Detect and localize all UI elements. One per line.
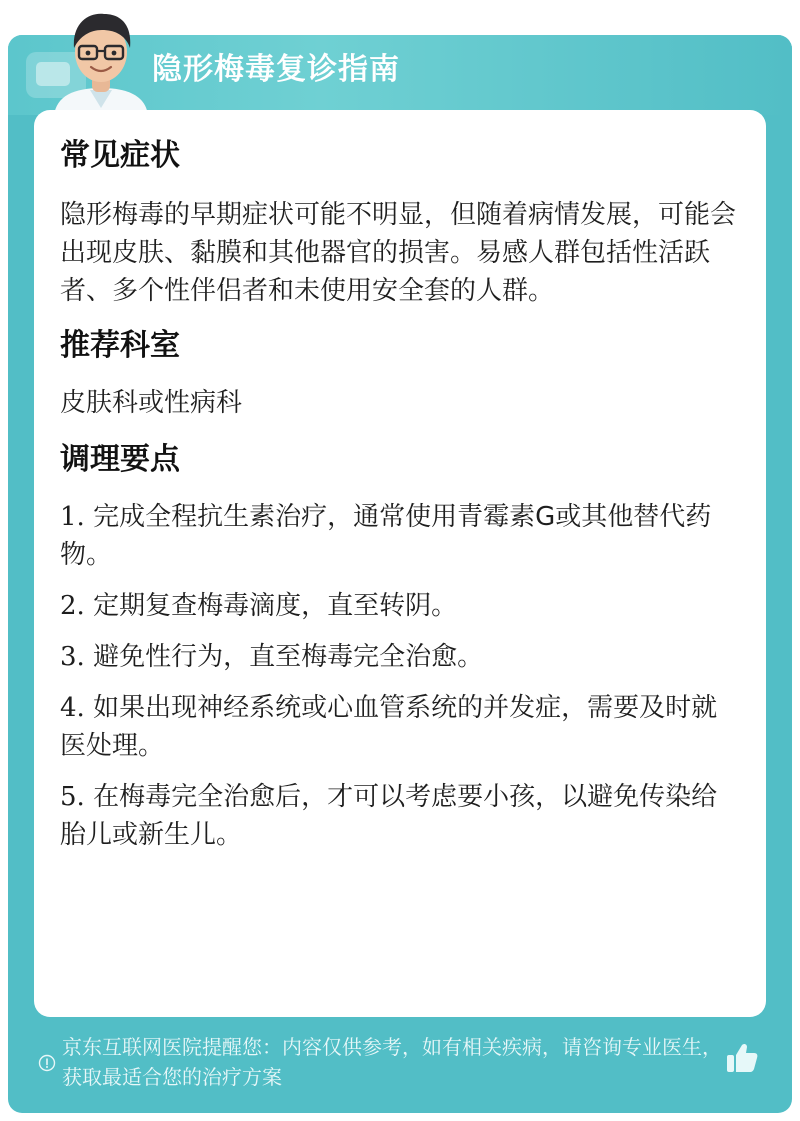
section-title-symptoms: 常见症状 <box>60 138 180 173</box>
doctor-avatar <box>46 4 156 116</box>
list-item: 3. 避免性行为，直至梅毒完全治愈。 <box>60 642 484 672</box>
symptoms-paragraph: 隐形梅毒的早期症状可能不明显，但随着病情发展，可能会出现皮肤、黏膜和其他器官的损害。易感人群包括性活跃者、多个性伴侣者和未使用安全套的人群。 <box>60 200 737 306</box>
list-item: 4. 如果出现神经系统或心血管系统的并发症，需要及时就医处理。 <box>60 693 718 761</box>
list-item: 2. 定期复查梅毒滴度，直至转阴。 <box>60 591 458 621</box>
page-title: 隐形梅毒复诊指南 <box>152 52 400 87</box>
info-icon <box>38 1054 56 1072</box>
department-paragraph: 皮肤科或性病科 <box>60 388 243 418</box>
list-item: 5. 在梅毒完全治愈后，才可以考虑要小孩，以避免传染给胎儿或新生儿。 <box>60 782 718 850</box>
list-item: 1. 完成全程抗生素治疗，通常使用青霉素G或其他替代药物。 <box>60 502 712 570</box>
content-card <box>34 110 766 1017</box>
care-list <box>60 498 740 854</box>
section-title-department: 推荐科室 <box>60 328 180 363</box>
footer-notice: 京东互联网医院提醒您：内容仅供参考，如有相关疾病，请咨询专业医生，获取最适合您的治疗方案 <box>62 1035 722 1089</box>
section-title-care: 调理要点 <box>60 442 180 477</box>
thumbs-up-icon[interactable] <box>724 1040 760 1076</box>
